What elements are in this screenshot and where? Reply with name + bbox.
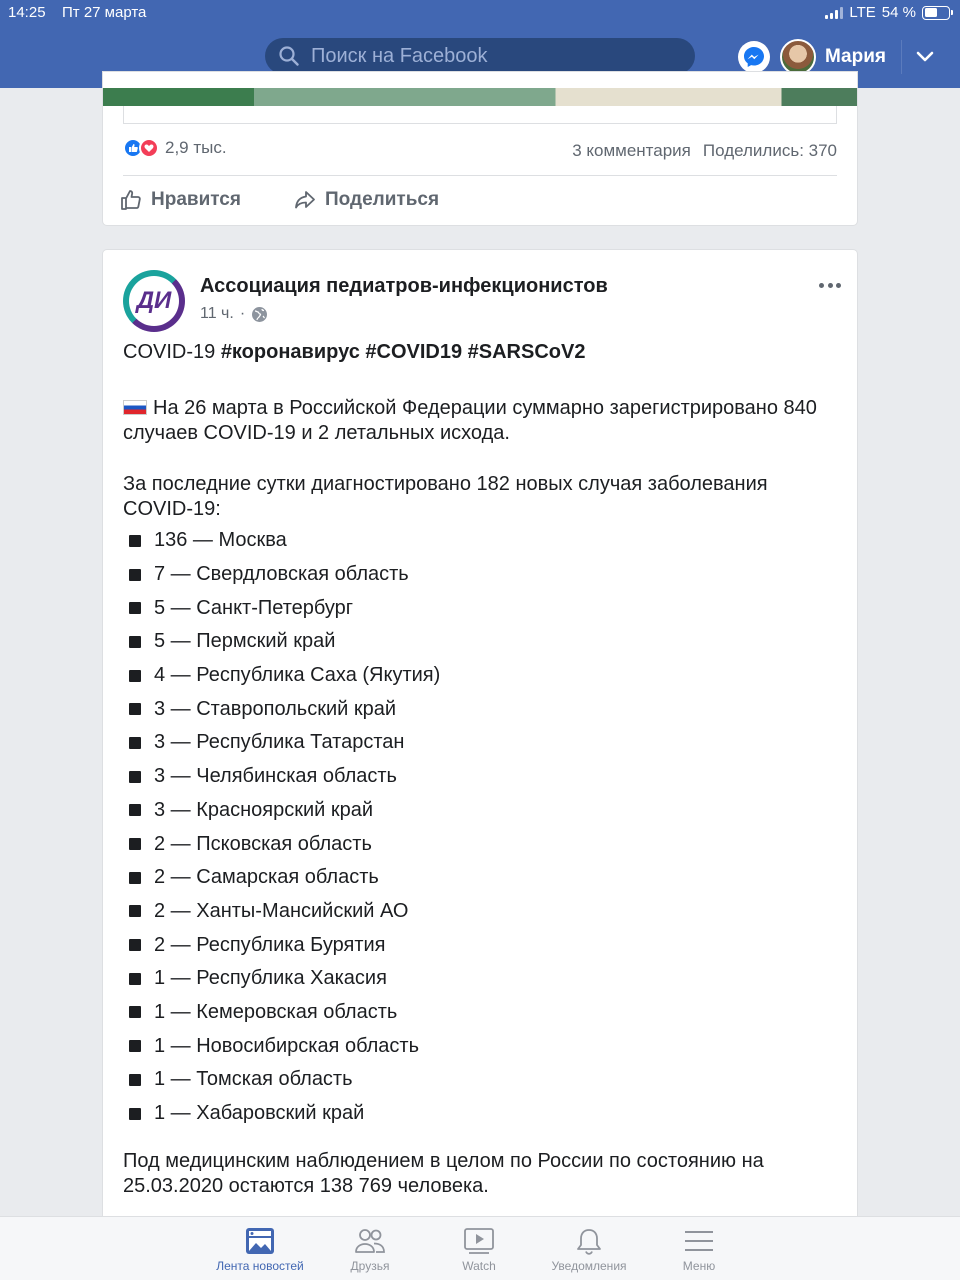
link-preview-frame[interactable] — [123, 106, 837, 124]
love-reaction-icon — [139, 138, 159, 158]
square-bullet-icon — [129, 1108, 141, 1120]
tab-label: Друзья — [350, 1259, 390, 1273]
user-avatar[interactable] — [780, 39, 816, 75]
square-bullet-icon — [129, 703, 141, 715]
battery-icon — [922, 6, 950, 20]
region-list-item — [123, 1029, 837, 1063]
region-list-item — [123, 524, 837, 558]
square-bullet-icon — [129, 973, 141, 985]
region-text: 5 — Санкт-Петербург — [154, 596, 354, 619]
messenger-icon — [742, 45, 766, 69]
user-name[interactable]: Мария — [825, 46, 886, 67]
post-meta — [200, 305, 268, 323]
square-bullet-icon — [129, 872, 141, 884]
region-list-item — [123, 692, 837, 726]
reactions-summary[interactable] — [123, 138, 227, 158]
search-input[interactable] — [311, 45, 671, 68]
battery-percent: 54 % — [881, 4, 916, 21]
engagement-stats — [572, 141, 837, 161]
square-bullet-icon — [129, 737, 141, 749]
more-dot — [819, 283, 824, 288]
comments-count[interactable]: 3 комментария — [572, 141, 691, 160]
region-list-item — [123, 659, 837, 693]
region-list-item — [123, 760, 837, 794]
tab-label: Watch — [462, 1259, 496, 1273]
menu-icon — [683, 1227, 715, 1255]
region-list-item — [123, 794, 837, 828]
square-bullet-icon — [129, 569, 141, 581]
russia-flag-icon — [123, 400, 147, 415]
signal-icon — [825, 7, 843, 19]
header-divider — [901, 40, 902, 74]
status-time: 14:25 — [8, 4, 46, 21]
share-icon — [293, 188, 317, 212]
region-text: 1 — Кемеровская область — [154, 1000, 398, 1023]
previous-post — [103, 72, 857, 225]
region-list-item — [123, 558, 837, 592]
square-bullet-icon — [129, 670, 141, 682]
region-text: 3 — Красноярский край — [154, 798, 374, 821]
post-time[interactable]: 11 ч. — [200, 305, 234, 322]
region-text: 2 — Ханты-Мансийский АО — [154, 899, 409, 922]
paragraph-1-text: На 26 марта в Российской Федерации суммарно зарегистрировано 840 случаев COVID-19 и 2 летальных исхода. — [123, 397, 817, 444]
region-list-item — [123, 996, 837, 1030]
region-list-item — [123, 827, 837, 861]
chevron-down-icon — [916, 51, 934, 63]
friends-icon — [354, 1227, 386, 1255]
reactions-count: 2,9 тыс. — [165, 138, 227, 157]
tab-label: Лента новостей — [216, 1259, 304, 1273]
divider — [123, 175, 837, 176]
post-paragraph-2: За последние сутки диагностировано 182 новых случая заболевания COVID-19: — [123, 473, 768, 520]
region-list-item — [123, 861, 837, 895]
search-bar[interactable] — [265, 38, 695, 74]
like-button[interactable] — [119, 188, 241, 212]
region-text: 5 — Пермский край — [154, 630, 336, 653]
region-text: 1 — Республика Хакасия — [154, 967, 387, 990]
region-text: 4 — Республика Саха (Якутия) — [154, 664, 441, 687]
region-text: 2 — Псковская область — [154, 832, 372, 855]
region-list-item — [123, 928, 837, 962]
thumbs-up-icon — [119, 188, 143, 212]
tab-label: Меню — [682, 1259, 716, 1273]
post-paragraph-1 — [123, 396, 837, 446]
region-list-item — [123, 895, 837, 929]
hashtags[interactable]: #коронавирус #COVID19 #SARSCoV2 — [220, 341, 586, 363]
meta-separator: · — [239, 305, 246, 322]
messenger-button[interactable] — [738, 41, 770, 73]
region-list — [123, 524, 837, 1130]
post-paragraph-3: Под медицинским наблюдением в целом по России по состоянию на 25.03.2020 остаются 138 769 человека. — [123, 1150, 764, 1198]
tab-notifications[interactable] — [529, 1217, 649, 1280]
tab-friends[interactable] — [310, 1217, 430, 1280]
bell-icon — [574, 1227, 604, 1255]
post-body — [123, 340, 837, 1199]
like-label: Нравится — [151, 189, 241, 210]
region-list-item — [123, 726, 837, 760]
watch-icon — [463, 1227, 495, 1255]
search-icon — [279, 46, 299, 66]
tab-menu[interactable] — [639, 1217, 759, 1280]
square-bullet-icon — [129, 905, 141, 917]
region-list-item — [123, 1097, 837, 1131]
square-bullet-icon — [129, 535, 141, 547]
page-logo: ДИ — [129, 276, 179, 326]
region-text: 7 — Свердловская область — [154, 563, 409, 586]
region-text: 3 — Ставропольский край — [154, 697, 397, 720]
post-options-button[interactable] — [819, 280, 841, 290]
post-image[interactable] — [103, 88, 857, 106]
region-text: 2 — Республика Бурятия — [154, 933, 386, 956]
square-bullet-icon — [129, 1074, 141, 1086]
headline-prefix: COVID-19 — [123, 341, 216, 363]
post — [103, 250, 857, 1280]
tab-watch[interactable] — [419, 1217, 539, 1280]
square-bullet-icon — [129, 602, 141, 614]
tab-bar — [0, 1216, 960, 1280]
region-list-item — [123, 962, 837, 996]
region-text: 136 — Москва — [154, 529, 287, 552]
more-dot — [836, 283, 841, 288]
post-headline — [123, 340, 837, 365]
square-bullet-icon — [129, 636, 141, 648]
region-text: 3 — Республика Татарстан — [154, 731, 405, 754]
more-dot — [828, 283, 833, 288]
region-list-item — [123, 625, 837, 659]
globe-icon — [251, 306, 268, 323]
share-button[interactable] — [293, 188, 439, 212]
square-bullet-icon — [129, 1040, 141, 1052]
status-date: Пт 27 марта — [62, 4, 147, 21]
account-menu-button[interactable] — [912, 44, 938, 70]
square-bullet-icon — [129, 771, 141, 783]
region-text: 2 — Самарская область — [154, 866, 379, 889]
region-text: 1 — Новосибирская область — [154, 1034, 419, 1057]
page-avatar[interactable] — [123, 270, 185, 332]
square-bullet-icon — [129, 838, 141, 850]
region-text: 3 — Челябинская область — [154, 765, 397, 788]
tab-news-feed[interactable] — [200, 1217, 320, 1280]
region-text: 1 — Хабаровский край — [154, 1102, 365, 1125]
square-bullet-icon — [129, 804, 141, 816]
post-author[interactable]: Ассоциация педиатров-инфекционистов — [200, 275, 608, 297]
status-indicators — [825, 4, 950, 21]
network-label: LTE — [849, 4, 876, 21]
square-bullet-icon — [129, 939, 141, 951]
region-list-item — [123, 591, 837, 625]
region-text: 1 — Томская область — [154, 1068, 353, 1091]
square-bullet-icon — [129, 1006, 141, 1018]
share-label: Поделиться — [325, 189, 440, 210]
tab-label: Уведомления — [551, 1259, 627, 1273]
news-feed-icon — [245, 1227, 275, 1255]
status-bar — [0, 0, 960, 26]
region-list-item — [123, 1063, 837, 1097]
shares-count[interactable]: Поделились: 370 — [702, 141, 837, 160]
